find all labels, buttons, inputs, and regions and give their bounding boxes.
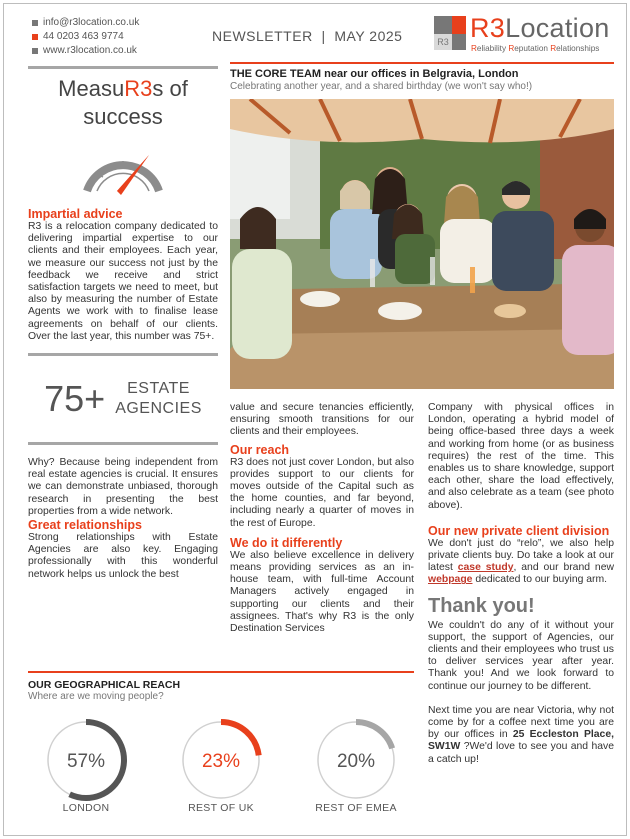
visit-text: Next time you are near Victoria, why not come by for a coffee next time you are by our offices in 25 Eccleston Place, SW1W ?We'd love to see you and have a catch up! (428, 704, 614, 765)
newsletter-date: NEWSLETTER | MAY 2025 (212, 28, 403, 44)
thank-you-text: We couldn't do any of it without your support, the support of Agencies, our clients and their employees who trust us to deliver services year after year. Thank you! And we look forward to continue our journey to be different. (428, 619, 614, 692)
our-reach-heading: Our reach (230, 442, 290, 457)
contact-phone[interactable]: 44 0203 463 9774 (43, 31, 124, 42)
donut-region-label: REST OF UK (188, 802, 254, 814)
team-photo (230, 99, 614, 389)
reach-title: OUR GEOGRAPHICAL REACH (28, 679, 181, 691)
webpage-link[interactable]: webpage (428, 574, 473, 586)
why-text: Why? Because being independent from real estate agencies is crucial. It ensures we can demonstrate unbiased, thorough research in presenting the best properties from a wide network. (28, 457, 218, 517)
reach-donut-rest-of-uk (179, 718, 263, 802)
reach-donut-rest-of-emea (314, 718, 398, 802)
header-divider (230, 62, 614, 64)
contact-block (32, 16, 139, 58)
donut-percent-label: 57% (66, 751, 106, 772)
private-client-heading: Our new private client division (428, 523, 610, 538)
core-team-title: THE CORE TEAM near our offices in Belgravia, London (230, 68, 519, 80)
office-address: 25 Eccleston Place, SW1W (428, 729, 614, 753)
donut-region-label: LONDON (62, 802, 110, 814)
measures-heading: MeasuR3s of success (58, 76, 188, 129)
divider (28, 442, 218, 445)
newsletter-page (3, 3, 627, 836)
middle-column (230, 402, 414, 635)
right-column (428, 402, 614, 766)
private-client-text: We don't just do “relo”, we also help private clients buy. Do take a look at our latest case study, and our brand new webpage dedicated to our buying arm. (428, 537, 614, 586)
donut-region-label: REST OF EMEA (315, 802, 397, 814)
estate-agencies-stat (28, 356, 218, 442)
divider (28, 66, 218, 69)
geographical-reach-section (28, 671, 414, 702)
logo-wordmark: R3Location (470, 13, 610, 43)
gauge-icon (73, 135, 173, 197)
divider (28, 671, 414, 673)
great-relationships-heading: Great relationships (28, 518, 142, 533)
continued-text: Company with physical offices in London, operating a hybrid model of being office-based three days a week and working from home (or as business requires) the rest of the time. This enables us to share knowledge, support each other, share the load effectively, and also celebrate as a team (see photo above). (428, 402, 614, 511)
r3location-logo (434, 13, 614, 56)
differently-heading: We do it differently (230, 535, 343, 550)
reach-subtitle: Where are we moving people? (28, 691, 164, 702)
bullet-icon (32, 48, 38, 54)
core-team-subtitle: Celebrating another year, and a shared birthday (we won't say who!) (230, 81, 533, 92)
stat-label: ESTATE AGENCIES (115, 380, 202, 418)
bullet-icon (32, 20, 38, 26)
impartial-advice-text: R3 is a relocation company dedicated to delivering impartial expertise to our clients and their employees. Each year, we measure our success not just by the feedback we receive and strict satisfaction targets we need to meet, but also by measuring the number of Estate Agents we work with to finalise lease agreements on behalf of our clients. Over the last year, this number was 75+. (28, 221, 218, 342)
thank-you-heading: Thank you! (428, 594, 535, 617)
donut-percent-label: 20% (336, 751, 376, 772)
core-team-caption (230, 68, 614, 92)
stat-number: 75+ (44, 378, 106, 420)
impartial-advice-heading: Impartial advice (28, 207, 123, 221)
contact-email[interactable]: info@r3location.co.uk (43, 17, 140, 28)
logo-mark: R3 (434, 16, 466, 50)
bullet-icon (32, 34, 38, 40)
reach-donut-london (44, 718, 128, 802)
logo-tagline: Reliability Reputation Relationships (471, 44, 600, 53)
case-study-link[interactable]: case study (457, 562, 514, 574)
donut-percent-label: 23% (201, 751, 241, 772)
left-column (28, 66, 218, 581)
continued-text: value and secure tenancies efficiently, ensuring smooth transitions for our clients and their employees. (230, 402, 414, 438)
great-relationships-text: Strong relationships with Estate Agencies are also key. Engaging professionally with this wonderful network helps us unlock the best (28, 532, 218, 580)
contact-website[interactable]: www.r3location.co.uk (43, 45, 137, 56)
our-reach-text: R3 does not just cover London, but also provides support to our clients for moves outside of the Capital such as the home counties, and far beyond, including nearly a quarter of moves in the rest of Europe. (230, 456, 414, 529)
differently-text: We also believe excellence in delivery means providing services as an in-house team, with full-time Account Managers actively engaged in supporting our clients and their assignees. That's why R3 is the only Destination Services (230, 549, 414, 635)
